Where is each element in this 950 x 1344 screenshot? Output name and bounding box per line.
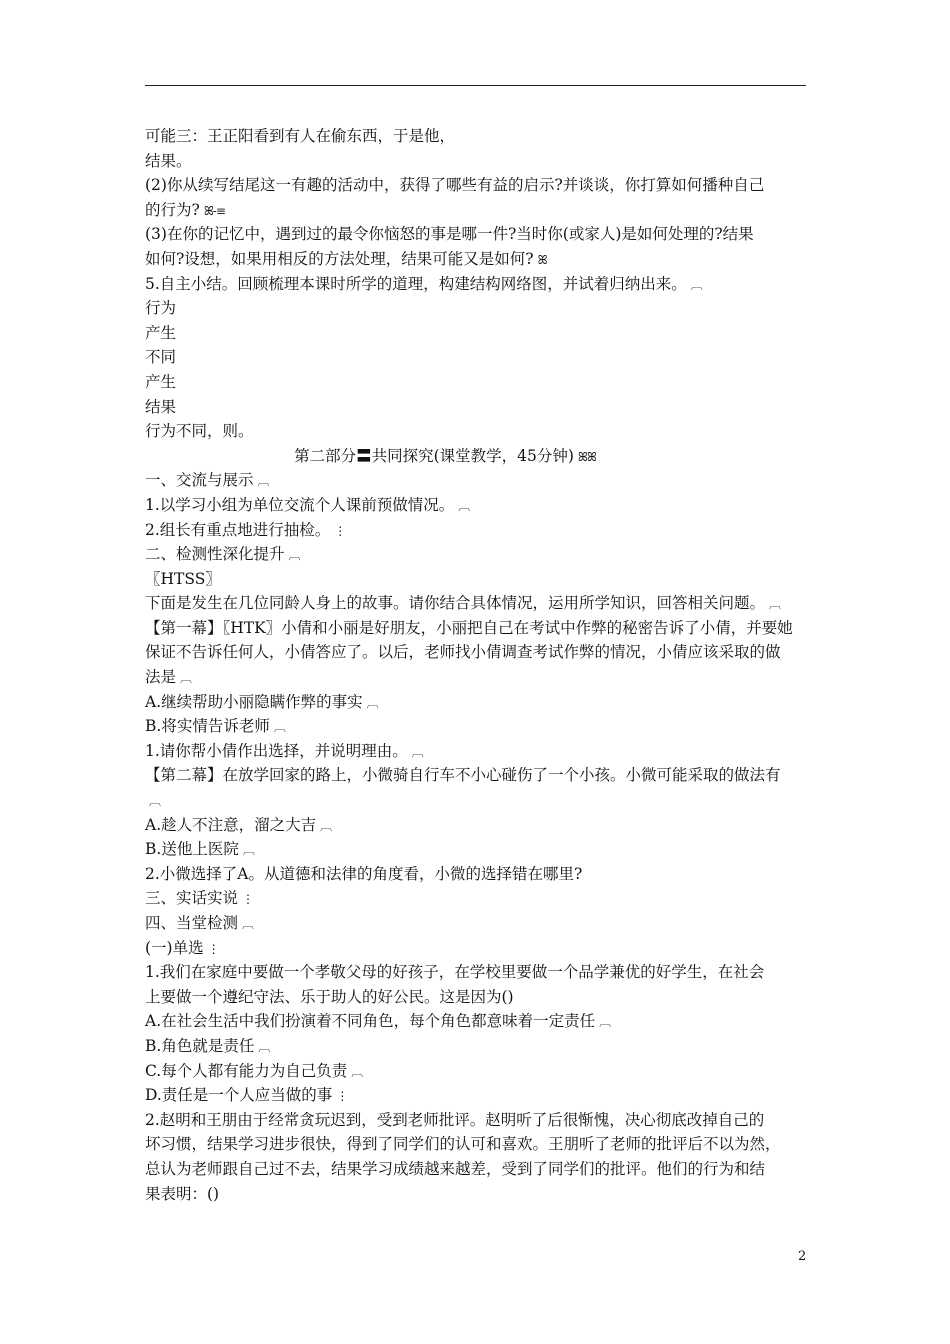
line-text: (一)单选 [145,938,204,957]
line-text: 保证不告诉任何人，小倩答应了。以后，老师找小倩调查考试作弊的情况，小倩应该采取的做 [145,643,781,662]
text-line [145,1108,815,1133]
annotation-mark: ︹ [257,474,269,489]
text-line [145,567,815,592]
annotation-mark: ︹ [242,917,254,931]
annotation-mark: ︹ [366,695,378,710]
annotation-mark: ︹ [180,671,192,686]
line-text: 上要做一个遵纪守法、乐于助人的好公民。这是因为() [145,987,514,1006]
annotation-mark: ︹ [599,1015,611,1030]
text-line [145,763,815,788]
document-body [145,124,815,1206]
text-line [145,591,815,616]
text-line [145,640,815,665]
text-line [145,1034,815,1059]
line-text: 1.我们在家庭中要做一个孝敬父母的好孩子，在学校里要做一个品学兼优的好学生，在社会 [145,963,765,982]
annotation-mark: ꕤ-≡ [203,203,225,218]
line-text: 一、交流与展示 [145,471,254,490]
line-text: D.责任是一个人应当做的事 [145,1086,333,1105]
line-text: 【第二幕】在放学回家的路上，小微骑自行车不小心碰伤了一个小孩。小微可能采取的做法有 [145,766,781,785]
text-line [145,468,815,493]
text-line [145,1132,815,1157]
text-line [145,272,815,297]
line-text: 的行为? [145,200,200,219]
text-line [145,542,815,567]
line-text: 四、当堂检测 [145,914,239,932]
text-line [145,1157,815,1182]
text-line [145,911,815,936]
text-line [145,837,815,862]
line-text: 产生 [145,372,177,391]
annotation-mark: ⋮ [334,523,346,538]
annotation-mark: ⋮ [207,941,219,956]
annotation-mark: ⋮ [242,892,254,907]
annotation-mark: ︹ [320,818,332,833]
line-text: B.将实情告诉老师 [145,717,270,736]
line-text: A.在社会生活中我们扮演着不同角色，每个角色都意味着一定责任 [145,1012,596,1031]
text-line [145,321,815,346]
text-line [145,739,815,764]
text-line [145,419,815,444]
annotation-mark: ︹ [149,794,161,809]
text-line [145,222,815,247]
text-line [145,1009,815,1034]
line-text: 下面是发生在几位同龄人身上的故事。请你结合具体情况，运用所学知识，回答相关问题。 [145,594,766,613]
text-line [145,395,815,420]
line-text: A.继续帮助小丽隐瞒作弊的事实 [145,692,363,711]
text-line [145,247,815,272]
annotation-mark: ︹ [411,744,423,759]
line-text: C.每个人都有能力为自己负责 [145,1061,348,1080]
line-text: 1.以学习小组为单位交流个人课前预做情况。 [145,495,455,514]
line-text: 二、检测性深化提升 [145,545,285,564]
text-line [145,788,815,813]
line-text: 可能三：王正阳看到有人在偷东西，于是他， [145,127,456,145]
line-text: 第二部分〓共同探究(课堂教学，45分钟) [294,446,574,465]
line-text: 总认为老师跟自己过不去，结果学习成绩越来越差，受到了同学们的批评。他们的行为和结 [145,1159,766,1178]
line-text: 1.请你帮小倩作出选择，并说明理由。 [145,741,408,760]
line-text: 2.赵明和王朋由于经常贪玩迟到，受到老师批评。赵明听了后很惭愧，决心彻底改掉自己的 [145,1110,765,1129]
text-line [145,493,815,518]
line-text: 结果。 [145,151,192,170]
text-line [145,1083,815,1108]
line-text: 5.自主小结。回顾梳理本课时所学的道理，构建结构网络图，并试着归纳出来。 [145,274,687,293]
line-text: 果表明：() [145,1184,220,1203]
annotation-mark: ︹ [351,1064,363,1079]
text-line [145,518,815,543]
text-line [145,444,745,469]
text-line [145,1059,815,1084]
line-text: 行为 [145,299,177,318]
line-text: 【第一幕】〖HTK〗小倩和小丽是好朋友，小丽把自己在考试中作弊的秘密告诉了小倩，并要她 [145,618,793,637]
text-line [145,886,815,911]
annotation-mark: ︹ [242,843,254,858]
text-line [145,370,815,395]
annotation-mark: ︹ [273,720,285,735]
text-line [145,690,815,715]
text-line [145,124,815,149]
annotation-mark: ⋮ [336,1089,348,1104]
text-line [145,665,815,690]
text-line [145,198,815,223]
line-text: 坏习惯，结果学习进步很快，得到了同学们的认可和喜欢。王朋听了老师的批评后不以为然， [145,1135,781,1154]
text-line [145,985,815,1010]
line-text: 法是 [145,668,177,687]
annotation-mark: ︹ [458,498,470,513]
text-line [145,345,815,370]
text-line [145,173,815,198]
line-text: B.角色就是责任 [145,1036,255,1055]
line-text: 如何?设想，如果用相反的方法处理，结果可能又是如何? [145,249,534,268]
text-line [145,960,815,985]
line-text: 结果 [145,397,177,416]
page-number: 2 [798,1249,807,1264]
annotation-mark: ︹ [288,548,300,563]
text-line [145,936,815,961]
line-text: B.送他上医院 [145,840,239,859]
line-text: A.趁人不注意，溜之大吉 [145,815,317,834]
header-rule [145,85,806,86]
line-text: 〖HTSS〗 [145,569,221,588]
line-text: (3)在你的记忆中，遇到过的最令你恼怒的事是哪一件?当时你(或家人)是如何处理的?结果 [145,225,754,244]
text-line [145,862,815,887]
text-line [145,296,815,321]
line-text: 行为不同，则。 [145,422,254,441]
text-line [145,813,815,838]
annotation-mark: ︹ [258,1039,270,1054]
text-line [145,616,815,641]
line-text: 2.小微选择了A。从道德和法律的角度看，小微的选择错在哪里? [145,864,583,883]
line-text: 2.组长有重点地进行抽检。 [145,520,331,539]
line-text: 不同 [145,348,177,367]
annotation-mark: ꕤ [537,252,547,267]
line-text: 产生 [145,323,177,342]
line-text: (2)你从续写结尾这一有趣的活动中，获得了哪些有益的启示?并谈谈，你打算如何播种自己 [145,176,765,195]
text-line [145,714,815,739]
line-text: 三、实话实说 [145,889,239,908]
annotation-mark: ︹ [769,597,781,612]
text-line [145,1182,815,1207]
text-line [145,149,815,174]
annotation-mark: ︹ [690,277,702,292]
annotation-mark: ꕤꕤ [577,449,596,464]
